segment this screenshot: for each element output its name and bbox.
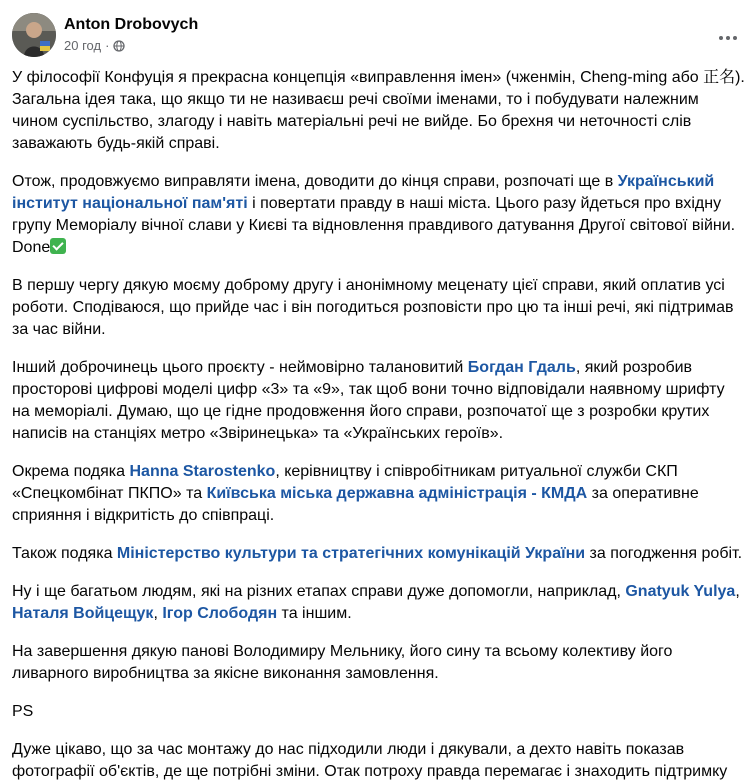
post-paragraph-9: PS	[12, 703, 34, 720]
post-paragraph-5	[12, 461, 746, 527]
post-timestamp[interactable]: 20 год	[64, 38, 102, 53]
text: за погодження робіт.	[585, 545, 743, 562]
text: та іншим.	[277, 605, 352, 622]
text: , керівництву і співробітникам ритуальної служби СКП «Спецкомбінат ПКПО» та	[12, 463, 678, 502]
mention-hanna-starostenko[interactable]: Hanna Starostenko	[129, 463, 276, 480]
text: Отож, продовжуємо виправляти імена, доводити до кінця справи, розпочаті ще в	[12, 173, 618, 190]
text: ,	[153, 605, 163, 622]
mention-uinp[interactable]: Український інститут національної пам'яті	[12, 173, 715, 212]
meta-separator: ·	[105, 38, 110, 53]
text: Ну і ще багатьом людям, які на різних етапах справи дуже допомогли, наприклад,	[12, 583, 626, 600]
author-avatar[interactable]	[12, 13, 56, 57]
text: ,	[735, 583, 740, 600]
check-mark-icon	[50, 238, 66, 254]
text: Інший доброчинець цього проєкту - неймовірно талановитий	[12, 359, 468, 376]
mention-gnatyuk-yulya[interactable]: Gnatyuk Yulya	[625, 583, 736, 600]
text: і повертати правду в наші міста. Цього разу йдеться про вхідну групу Меморіалу вічної слави у Києві та відновлення правдивого датування Другої світової війни. Done	[12, 195, 736, 256]
post-paragraph-2	[12, 171, 746, 259]
post-paragraph-10: Дуже цікаво, що за час монтажу до нас підходили люди і дякували, а дехто навіть показав фотографії об'єктів, де ще потрібні зміни. Отак потроху правда перемагає і знаходить підтримку	[12, 741, 728, 780]
ellipsis-icon	[718, 28, 738, 46]
mention-bohdan-hdal[interactable]: Богдан Гдаль	[467, 359, 576, 376]
mention-ministry-culture[interactable]: Міністерство культури та стратегічних комунікацій України	[116, 545, 586, 562]
mention-ihor-slobodian[interactable]: Ігор Слободян	[162, 605, 278, 622]
post-meta	[64, 38, 125, 54]
post-paragraph-8: На завершення дякую панові Володимиру Мельнику, його сину та всьому колективу його ливарного виробництва за якісне виконання замовлення.	[12, 643, 673, 682]
post-paragraph-6	[12, 543, 746, 565]
mention-kmda[interactable]: Київська міська державна адміністрація - КМДА	[206, 485, 588, 502]
post-paragraph-7	[12, 581, 746, 625]
more-options-button[interactable]	[714, 23, 742, 51]
post-paragraph-1: У філософії Конфуція я прекрасна концепція «виправлення імен» (чженмін, Cheng-ming або 正名). Загальна ідея така, що якщо ти не називаєш речі своїми іменами, то і побудувати належним чином суспільство, злагоду і навіть матеріальні речі не вийде. Бо брехня чи неточності слів заважають будь-якій справі.	[12, 69, 745, 152]
globe-icon[interactable]	[113, 40, 125, 52]
mention-natalia-voitseshchuk[interactable]: Наталя Войцещук	[12, 605, 154, 622]
text: Також подяка	[12, 545, 117, 562]
post-paragraph-4	[12, 357, 746, 445]
post-paragraph-3: В першу чергу дякую моєму доброму другу і анонімному меценату цієї справи, який оплатив усі роботи. Сподіваюся, що прийде час і він погодиться розповісти про цю та інші речі, які підтримав за час війни.	[12, 277, 734, 338]
post-body	[12, 67, 746, 783]
text: , який розробив просторові цифрові моделі цифр «3» та «9», так щоб вони точно відповідали наявному шрифту на меморіалі. Думаю, що це гідне продовження його справи, розпочатої ще з розробки крутих написів на станціях метро «Звіринецька» та «Українських героїв».	[12, 359, 725, 442]
post-header	[12, 11, 742, 63]
avatar-image	[12, 13, 56, 57]
text: за оперативне сприяння і відкритість до співпраці.	[12, 485, 699, 524]
author-name[interactable]: Anton Drobovych	[64, 16, 199, 33]
text: Окрема подяка	[12, 463, 130, 480]
